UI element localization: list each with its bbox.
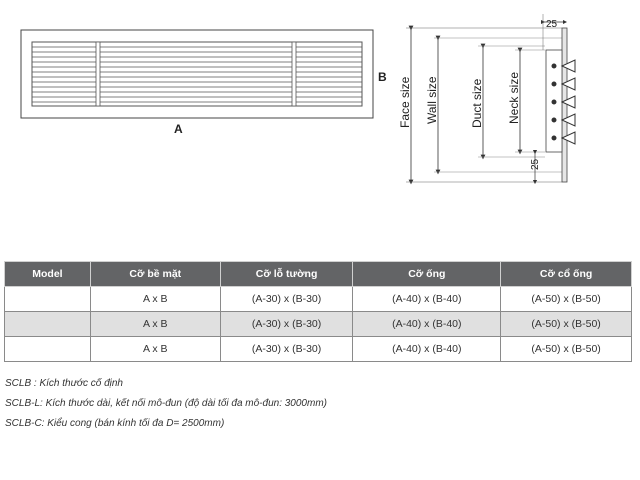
label-dim-25-top: 25: [546, 19, 558, 30]
table-cell: A x B: [90, 287, 220, 312]
label-width-a: A: [174, 122, 183, 136]
note-sclb-l: SCLB-L: Kích thước dài, kết nối mô-đun (độ dài tối đa mô-đun: 3000mm): [5, 398, 327, 409]
table-row: [5, 312, 632, 337]
blade-support-right: [292, 42, 296, 106]
grille-profile-face: [562, 28, 567, 182]
table-row: [5, 287, 632, 312]
label-face-size: Face size: [398, 76, 412, 128]
label-neck-size: Neck size: [507, 71, 521, 124]
table-cell: A x B: [90, 312, 220, 337]
grille-front-view: [0, 0, 380, 140]
profile-blade-pivot: [552, 64, 556, 68]
header-duct-size: Cỡ ống: [353, 262, 501, 287]
table-cell: (A-50) x (B-50): [501, 337, 632, 362]
table-cell: (A-30) x (B-30): [220, 337, 353, 362]
header-model: Model: [5, 262, 91, 287]
label-wall-size: Wall size: [425, 76, 439, 124]
profile-blade-pivot: [552, 118, 556, 122]
table-cell: (A-50) x (B-50): [501, 312, 632, 337]
profile-blade-pivot: [552, 82, 556, 86]
table-cell: A x B: [90, 337, 220, 362]
label-height-b: B: [378, 70, 387, 84]
table-header-row: [5, 262, 632, 287]
table-cell: [5, 337, 91, 362]
grille-side-view: [380, 0, 590, 200]
table-cell: (A-30) x (B-30): [220, 312, 353, 337]
table-cell: (A-30) x (B-30): [220, 287, 353, 312]
label-duct-size: Duct size: [470, 78, 484, 128]
header-face-size: Cỡ bề mặt: [90, 262, 220, 287]
blade-support-left: [96, 42, 100, 106]
table-cell: (A-40) x (B-40): [353, 287, 501, 312]
note-sclb: SCLB : Kích thước cố định: [5, 378, 123, 389]
spec-table: [4, 261, 632, 362]
profile-blade-pivot: [552, 100, 556, 104]
label-dim-25-bottom: 25: [530, 158, 541, 170]
header-neck-size: Cỡ cổ ống: [501, 262, 632, 287]
table-cell: [5, 287, 91, 312]
table-cell: (A-50) x (B-50): [501, 287, 632, 312]
table-cell: [5, 312, 91, 337]
header-wall-opening: Cỡ lỗ tường: [220, 262, 353, 287]
table-cell: (A-40) x (B-40): [353, 312, 501, 337]
profile-blade-pivot: [552, 136, 556, 140]
table-cell: (A-40) x (B-40): [353, 337, 501, 362]
note-sclb-c: SCLB-C: Kiểu cong (bán kính tối đa D= 2500mm): [5, 418, 225, 429]
table-row: [5, 337, 632, 362]
